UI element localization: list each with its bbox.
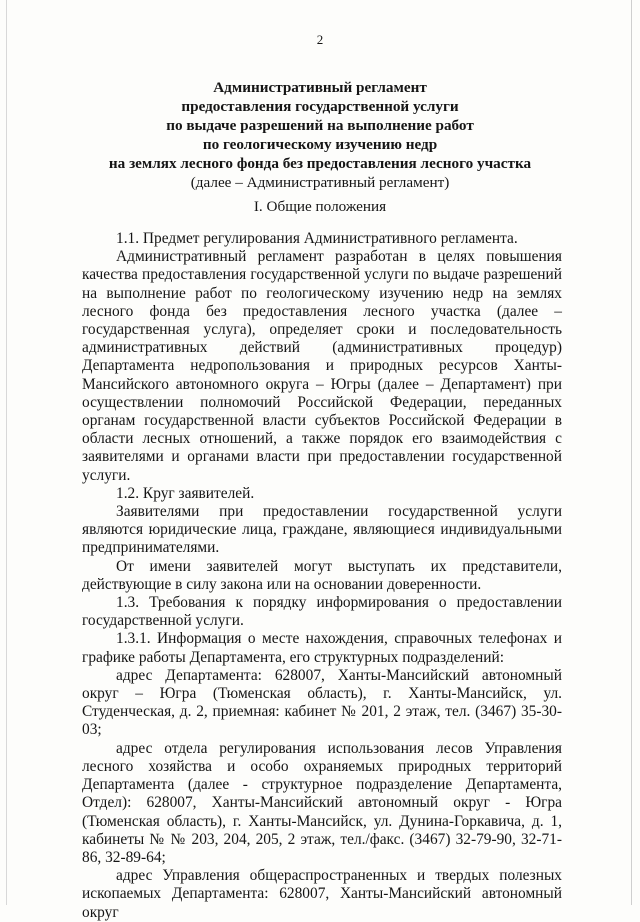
title-line: предоставления государственной услуги	[181, 98, 459, 115]
paragraph: Заявителями при предоставлении государственной услуги являются юридические лица, граждане, являющиеся индивидуальными предпринимателями.	[82, 503, 562, 557]
document-title	[40, 78, 600, 192]
document-body	[82, 230, 562, 922]
page-number: 2	[316, 32, 324, 47]
paragraph: 1.3. Требования к порядку информирования о предоставлении государственной услуги.	[82, 594, 562, 630]
paragraph: От имени заявителей могут выступать их представители, действующие в силу закона или на основании доверенности.	[82, 557, 562, 593]
title-line: по геологическому изучению недр	[202, 136, 438, 153]
paragraph: адрес отдела регулирования использования лесов Управления лесного хозяйства и особо охраняемых природных территорий Департамента (далее - структурное подразделение Департамента, Отдел): 628007, Ханты-Мансийский автономный округ - Югра (Тюменская область), г. Ханты-Мансийск, ул. Дунина-Горкавича, д. 1, кабинеты № № 203, 204, 205, 2 этаж, тел./факс. (3467) 32-79-90, 32-71-86, 32-89-64;	[82, 739, 562, 866]
section-heading: I. Общие положения	[253, 198, 387, 215]
title-note: (далее – Административный регламент)	[190, 174, 450, 191]
title-line: по выдаче разрешений на выполнение работ	[166, 117, 474, 134]
paragraph: адрес Управления общераспространенных и твердых полезных ископаемых Департамента: 628007, Ханты-Мансийский автономный округ	[82, 867, 562, 921]
paragraph: 1.2. Круг заявителей.	[116, 484, 255, 502]
paragraph: 1.3.1. Информация о месте нахождения, справочных телефонах и графике работы Департамента, его структурных подразделений:	[82, 630, 562, 666]
title-line: на землях лесного фонда без предоставления лесного участка	[108, 155, 532, 172]
title-line: Административный регламент	[213, 79, 427, 96]
paragraph: 1.1. Предмет регулирования Административного регламента.	[116, 230, 518, 247]
scan-edge-left	[6, 0, 7, 905]
paragraph: адрес Департамента: 628007, Ханты-Мансийский автономный округ – Югра (Тюменская область), г. Ханты-Мансийск, ул. Студенческая, д. 2, приемная: кабинет № 201, 2 этаж, тел. (3467) 35-30-03;	[82, 666, 562, 739]
paragraph: Административный регламент разработан в целях повышения качества предоставления государственной услуги по выдаче разрешений на выполнение работ по геологическому изучению недр на землях лесного фонда без предоставления лесного участка (далее – государственная услуга), определяет сроки и последовательность административных действий (административных процедур) Департамента недропользования и природных ресурсов Ханты-Мансийского автономного округа – Югры (далее – Департамент) при осуществлении полномочий Российской Федерации, переданных органам государственной власти субъектов Российской Федерации в области лесных отношений, а также порядок его взаимодействия с заявителями и органами власти при предоставлении государственной услуги.	[82, 248, 562, 484]
scan-edge-right	[631, 0, 632, 905]
